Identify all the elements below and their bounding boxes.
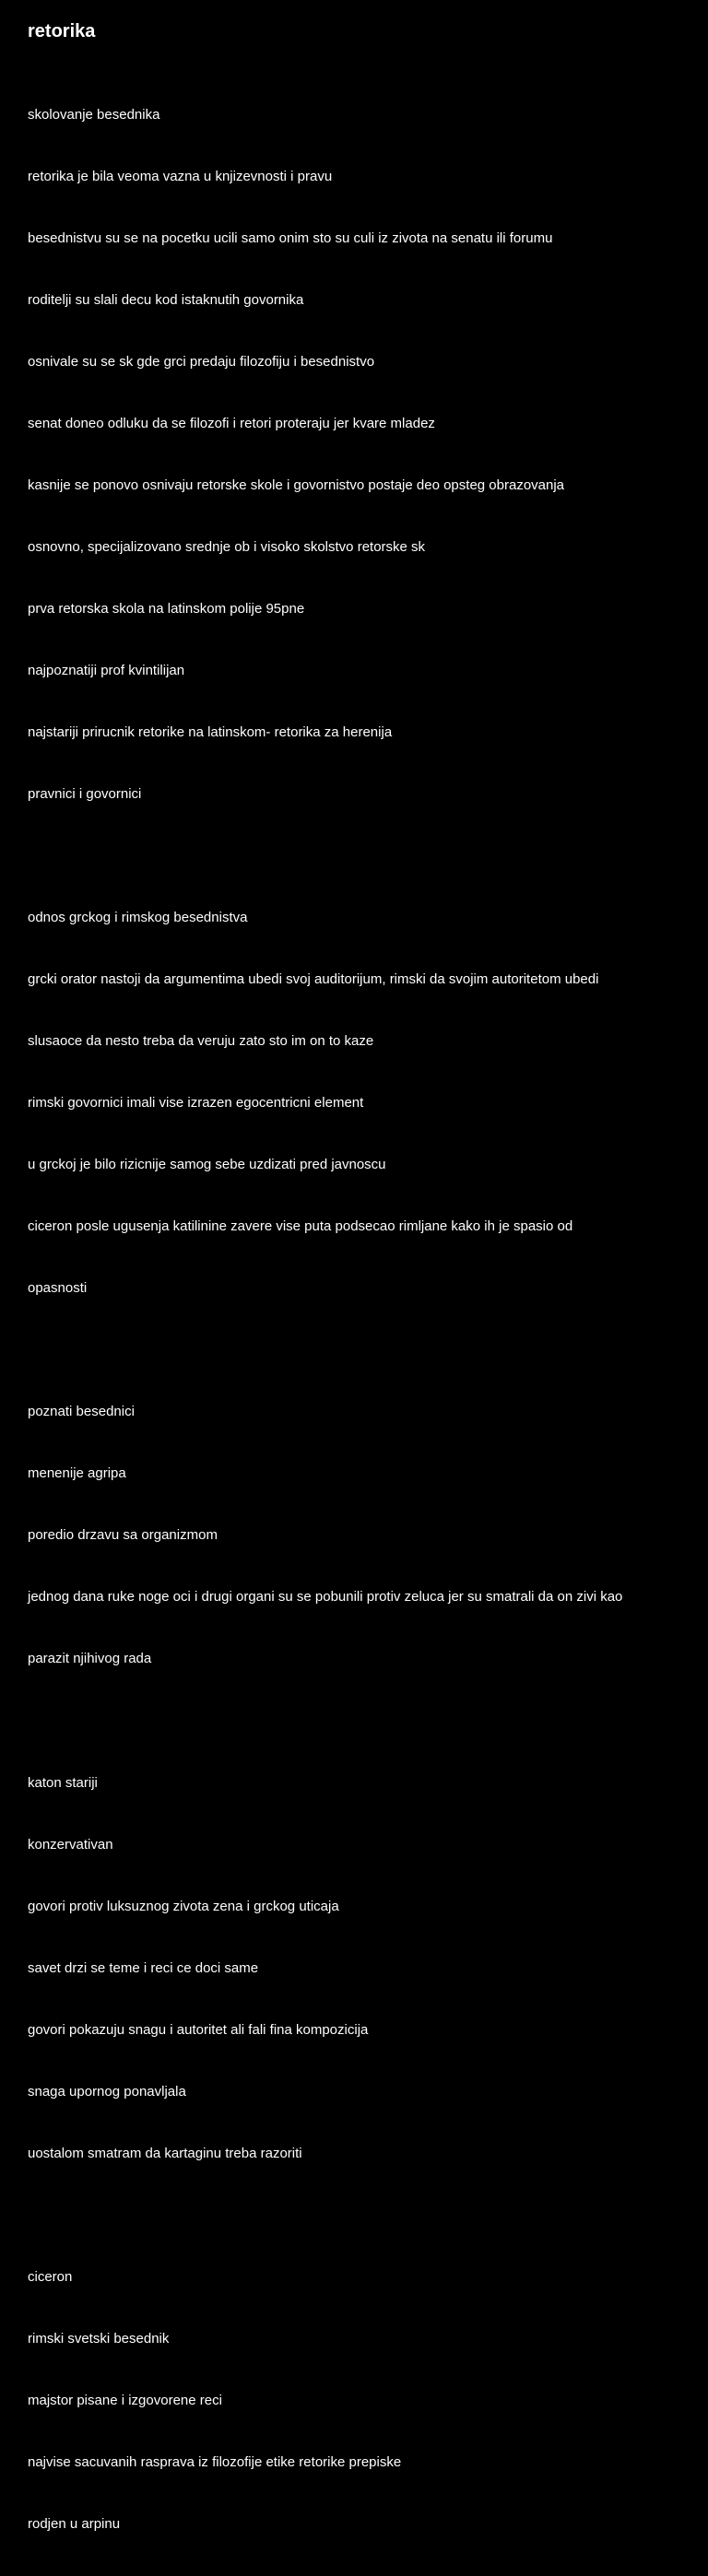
note-line: menenije agripa xyxy=(28,1465,126,1482)
note-line: rimski svetski besednik xyxy=(28,2330,170,2347)
note-line: skolovanje besednika xyxy=(28,106,160,123)
note-line: govori protiv luksuznog zivota zena i grckog uticaja xyxy=(28,1898,339,1914)
note-title[interactable]: retorika xyxy=(28,21,96,41)
note-line: slusaoce da nesto treba da veruju zato sto im on to kaze xyxy=(28,1033,374,1050)
note-line: govori pokazuju snagu i autoritet ali fali fina kompozicija xyxy=(28,2021,369,2038)
note-line: rimski govornici imali vise izrazen egocentricni element xyxy=(28,1095,364,1112)
note-line: jednog dana ruke noge oci i drugi organi su se pobunili protiv zeluca jer su smatrali da on zivi kao xyxy=(28,1589,623,1606)
blank-line xyxy=(28,2205,688,2226)
note-line: opasnosti xyxy=(28,1280,88,1297)
note-content[interactable] xyxy=(28,18,688,2576)
note-line: ciceron xyxy=(28,2268,73,2285)
note-line: majstor pisane i izgovorene reci xyxy=(28,2392,222,2408)
note-line: snaga upornog ponavljala xyxy=(28,2083,186,2100)
note-line: odnos grckog i rimskog besednistva xyxy=(28,910,248,926)
note-line: pravnici i govornici xyxy=(28,786,142,803)
note-line: besednistvu su se na pocetku ucili samo onim sto su culi iz zivota na senatu ili forumu xyxy=(28,229,553,246)
note-line: ciceron posle ugusenja katilinine zavere vise puta podsecao rimljane kako ih je spasio od xyxy=(28,1218,573,1235)
note-line: savet drzi se teme i reci ce doci same xyxy=(28,1959,259,1976)
note-line: najpoznatiji prof kvintilijan xyxy=(28,662,185,678)
note-line: parazit njihivog rada xyxy=(28,1651,152,1667)
note-line: prva retorska skola na latinskom polije 95pne xyxy=(28,600,305,617)
note-line: poredio drzavu sa organizmom xyxy=(28,1527,218,1544)
note-line: u grckoj je bilo rizicnije samog sebe uzdizati pred javnoscu xyxy=(28,1157,386,1173)
note-line: rodjen u arpinu xyxy=(28,2515,121,2532)
note-line: roditelji su slali decu kod istaknutih govornika xyxy=(28,291,304,308)
note-line: katon stariji xyxy=(28,1774,98,1791)
note-line: kasnije se ponovo osnivaju retorske skole i govornistvo postaje deo opsteg obrazovanja xyxy=(28,476,565,493)
note-line: grcki orator nastoji da argumentima ubedi svoj auditorijum, rimski da svojim autoritetom ubedi xyxy=(28,971,599,988)
note-line: retorika je bila veoma vazna u knjizevnosti i pravu xyxy=(28,168,333,184)
blank-line xyxy=(28,846,688,866)
note-body[interactable] xyxy=(28,64,688,2576)
note-line: senat doneo odluku da se filozofi i retori proteraju jer kvare mladez xyxy=(28,415,435,431)
blank-line xyxy=(28,1340,688,1360)
note-line: konzervativan xyxy=(28,1836,113,1853)
note-line: najstariji prirucnik retorike na latinskom- retorika za herenija xyxy=(28,724,393,740)
note-line: osnivale su se sk gde grci predaju filozofiju i besednistvo xyxy=(28,353,375,370)
note-line: uostalom smatram da kartaginu treba razoriti xyxy=(28,2145,302,2161)
blank-line xyxy=(28,1711,688,1732)
note-line: osnovno, specijalizovano srednje ob i visoko skolstvo retorske sk xyxy=(28,538,426,555)
note-line: najvise sacuvanih rasprava iz filozofije etike retorike prepiske xyxy=(28,2453,402,2470)
note-line: poznati besednici xyxy=(28,1404,135,1420)
